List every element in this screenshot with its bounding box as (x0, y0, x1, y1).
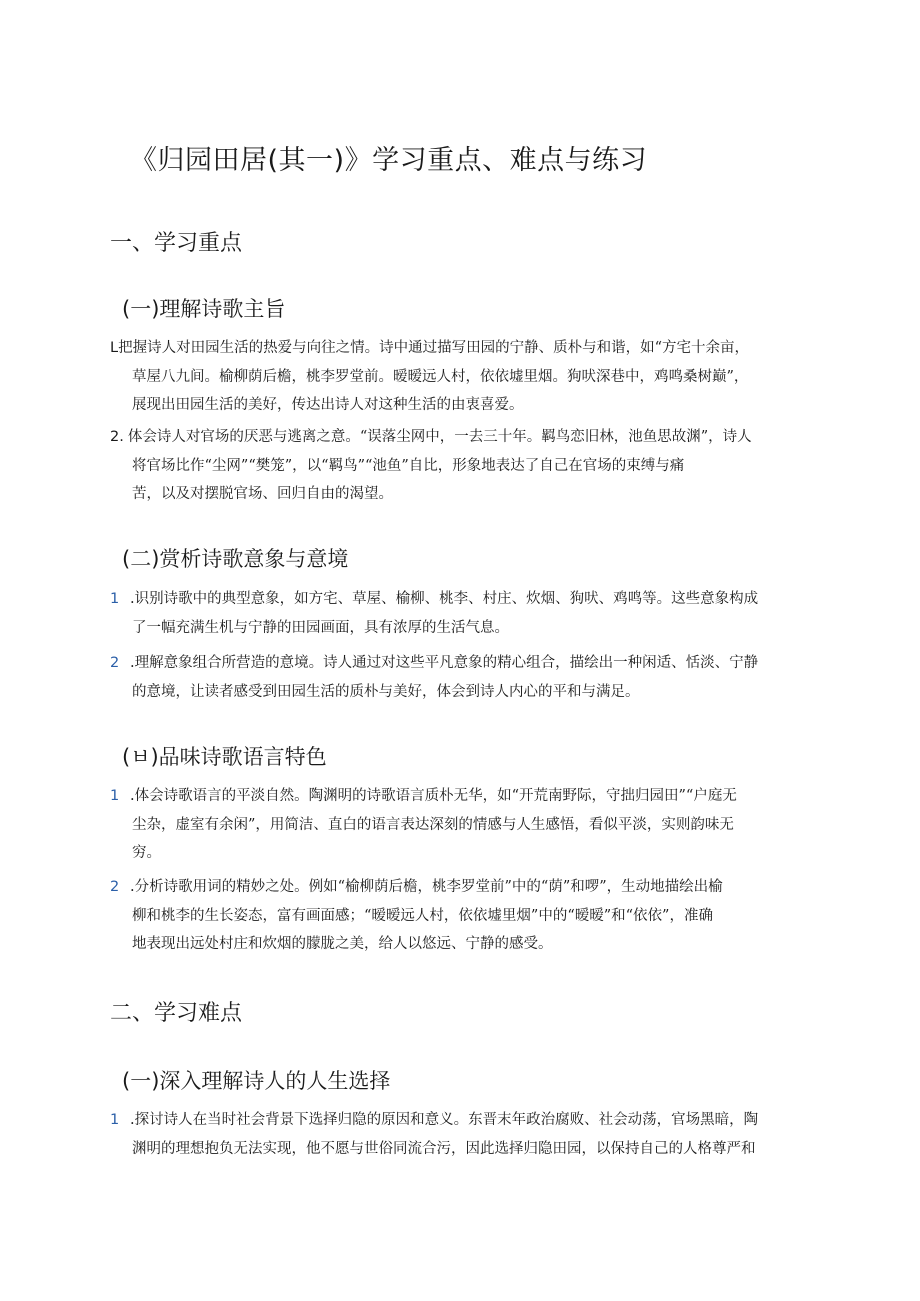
paragraph-imagery-2 (110, 649, 810, 706)
paragraph-text-line: .探讨诗人在当时社会背景下选择归隐的原因和意义。东晋末年政治腐败、社会动荡，官场黑暗，陶 (130, 1112, 759, 1128)
paragraph-text-line: .体会诗歌语言的平淡自然。陶渊明的诗歌语言质朴无华，如“开荒南野际，守拙归园田”“户庭无 (130, 788, 737, 804)
subsection-heading-language: (ㅂ)品味诗歌语言特色 (122, 745, 327, 769)
paragraph-text-line: 穷。 (132, 845, 161, 861)
paragraph-life-choice-1 (110, 1106, 810, 1163)
paragraph-text-line: 了一幅充满生机与宁静的田园画面，具有浓厚的生活气息。 (132, 619, 509, 636)
document-title: 《归园田居(其一)》学习重点、难点与练习 (130, 145, 648, 176)
paragraph-number: L (110, 340, 119, 356)
paragraph-text-line: .识别诗歌中的典型意象，如方宅、草屋、榆柳、桃李、村庄、炊烟、狗吠、鸡鸣等。这些意象构成 (130, 591, 759, 607)
paragraph-text-line: 将官场比作“尘网”“樊笼”，以“羁鸟”“池鱼”自比，形象地表达了自己在官场的束缚与痛 (132, 457, 685, 474)
paragraph-number: 1 (110, 591, 120, 607)
paragraph-text-line: 柳和桃李的生长姿态，富有画面感；“暧暧远人村，依依墟里烟”中的“暧暧”和“依依”，准确 (132, 907, 713, 924)
paragraph-text-line: 的意境，让读者感受到田园生活的质朴与美好，体会到诗人内心的平和与满足。 (132, 683, 640, 700)
paragraph-number: 2 (110, 879, 120, 895)
paragraph-number: 1 (110, 788, 120, 804)
paragraph-text-line: 把握诗人对田园生活的热爱与向往之情。诗中通过描写田园的宁静、质朴与和谐，如“方宅十余亩， (118, 340, 750, 356)
paragraph-text-line: .理解意象组合所营造的意境。诗人通过对这些平凡意象的精心组合，描绘出一种闲适、恬淡、宁静 (130, 655, 759, 671)
paragraph-text-line: 苦，以及对摆脱官场、回归自由的渴望。 (132, 486, 393, 502)
paragraph-text-line: 地表现出远处村庄和炊烟的朦胧之美，给人以悠远、宁静的感受。 (132, 936, 553, 952)
paragraph-text-line: 展现出田园生活的美好，传达出诗人对这种生活的由衷喜爱。 (132, 397, 524, 413)
paragraph-text-line: 尘杂，虚室有余闲”，用简洁、直白的语言表达深刻的情感与人生感悟，看似平淡，实则韵味无 (132, 816, 734, 833)
paragraph-text-line: 草屋八九间。榆柳荫后檐，桃李罗堂前。暧暧远人村，依依墟里烟。狗吠深巷中，鸡鸣桑树巅”， (132, 368, 749, 385)
paragraph-language-1 (110, 782, 810, 868)
paragraph-theme-1 (110, 334, 810, 420)
paragraph-number: 2. (110, 429, 124, 445)
paragraph-text-line: 体会诗人对官场的厌恶与逃离之意。“误落尘网中，一去三十年。羁鸟恋旧林，池鱼思故渊”，诗人 (127, 429, 752, 445)
paragraph-imagery-1 (110, 585, 810, 642)
paragraph-text-line: 渊明的理想抱负无法实现，他不愿与世俗同流合污，因此选择归隐田园，以保持自己的人格尊严和 (132, 1140, 756, 1157)
paragraph-text-line: .分析诗歌用词的精妙之处。例如“榆柳荫后檐，桃李罗堂前”中的“荫”和啰”，生动地描绘出榆 (130, 879, 723, 895)
subsection-heading-theme: (一)理解诗歌主旨 (122, 297, 286, 321)
paragraph-number: 2 (110, 655, 120, 671)
paragraph-number: 1 (110, 1112, 120, 1128)
paragraph-language-2 (110, 873, 810, 959)
section-heading-difficulties: 二、学习难点 (110, 1001, 243, 1026)
subsection-heading-life-choice: (一)深入理解诗人的人生选择 (122, 1069, 391, 1093)
paragraph-theme-2 (110, 423, 810, 509)
section-heading-key-points: 一、学习重点 (110, 231, 243, 256)
subsection-heading-imagery: (二)赏析诗歌意象与意境 (122, 547, 349, 571)
